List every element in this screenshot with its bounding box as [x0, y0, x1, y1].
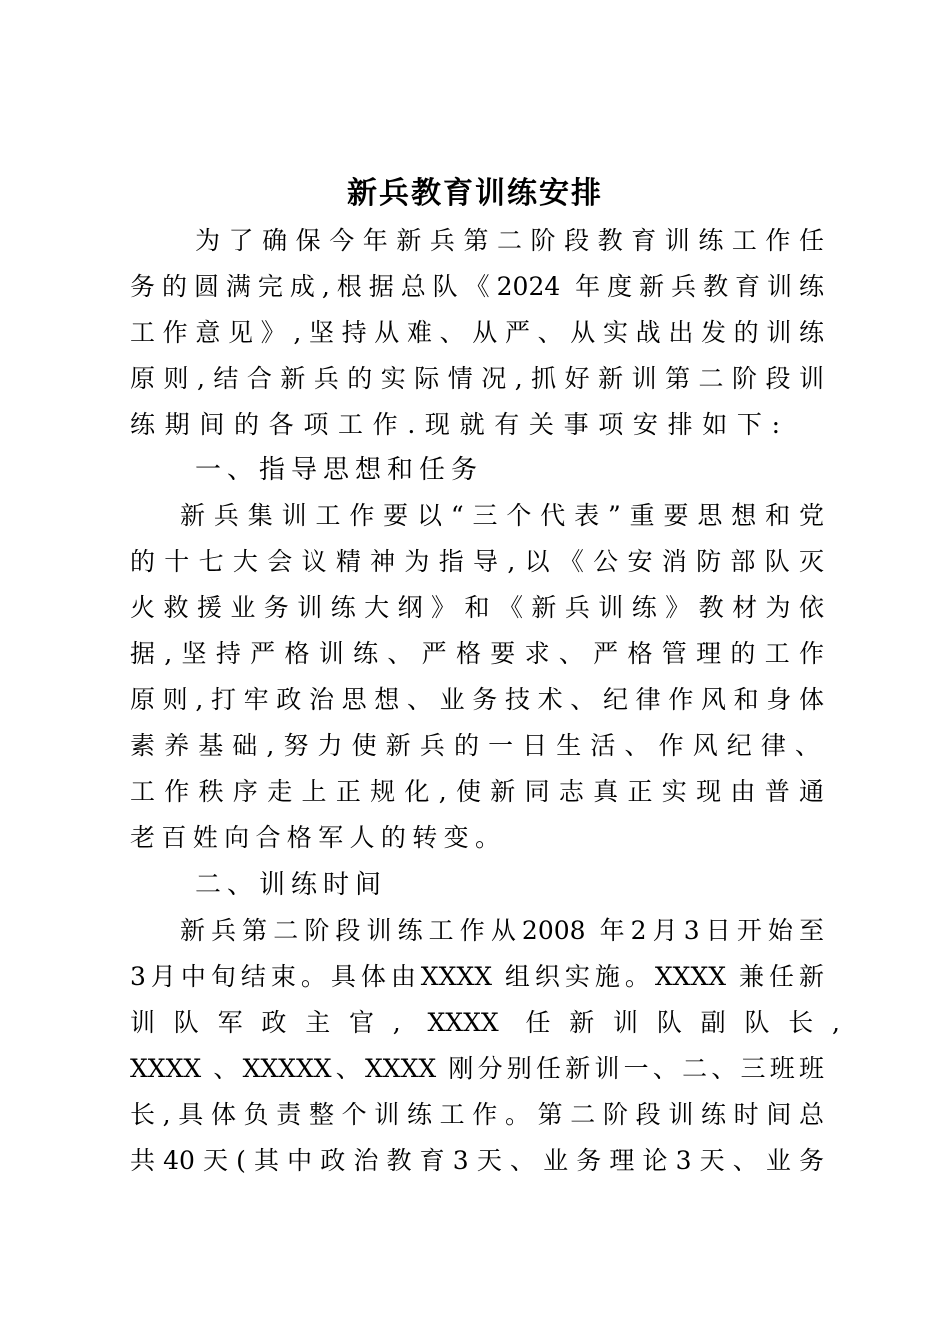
document-title: 新兵教育训练安排: [347, 176, 603, 211]
paragraph-line: 火救援业务训练大纲》和《新兵训练》教材为依: [130, 593, 824, 622]
intro-line: 练期间的各项工作.现就有关事项安排如下:: [130, 410, 780, 439]
paragraph-line: 素养基础,努力使新兵的一日生活、作风纪律、: [130, 731, 820, 760]
paragraph-line: 老百姓向合格军人的转变。: [130, 823, 500, 852]
paragraph-line: 的十七大会议精神为指导,以《公安消防部队灭: [130, 547, 824, 576]
section-heading-training-time: 二、训练时间: [195, 870, 388, 900]
paragraph-line: 原则,打牢政治思想、业务技术、纪律作风和身体: [130, 685, 824, 714]
intro-line: 为了确保今年新兵第二阶段教育训练工作任: [195, 226, 824, 255]
paragraph-line: XXXX 、XXXXX、XXXX 刚分别任新训一、二、三班班: [130, 1054, 824, 1083]
paragraph-line: 新兵第二阶段训练工作从2008 年2月3日开始至: [180, 916, 824, 945]
paragraph-line: 共40天(其中政治教育3天、业务理论3天、业务: [130, 1146, 824, 1175]
intro-line: 工作意见》,坚持从难、从严、从实战出发的训练: [130, 318, 824, 347]
paragraph-line: 3月中旬结束。具体由XXXX 组织实施。XXXX 兼任新: [130, 962, 824, 991]
paragraph-line: 训队军政主官, XXXX 任新训队副队长,: [130, 1008, 840, 1037]
intro-line: 务的圆满完成,根据总队《2024 年度新兵教育训练: [130, 272, 824, 301]
paragraph-line: 工作秩序走上正规化,使新同志真正实现由普通: [130, 777, 824, 806]
paragraph-line: 据,坚持严格训练、严格要求、严格管理的工作: [130, 639, 824, 668]
paragraph-line: 新兵集训工作要以“三个代表”重要思想和党: [180, 501, 824, 530]
section-heading-guiding-ideology: 一、指导思想和任务: [195, 455, 484, 485]
intro-line: 原则,结合新兵的实际情况,抓好新训第二阶段训: [130, 364, 824, 393]
paragraph-line: 长,具体负责整个训练工作。第二阶段训练时间总: [130, 1100, 824, 1129]
